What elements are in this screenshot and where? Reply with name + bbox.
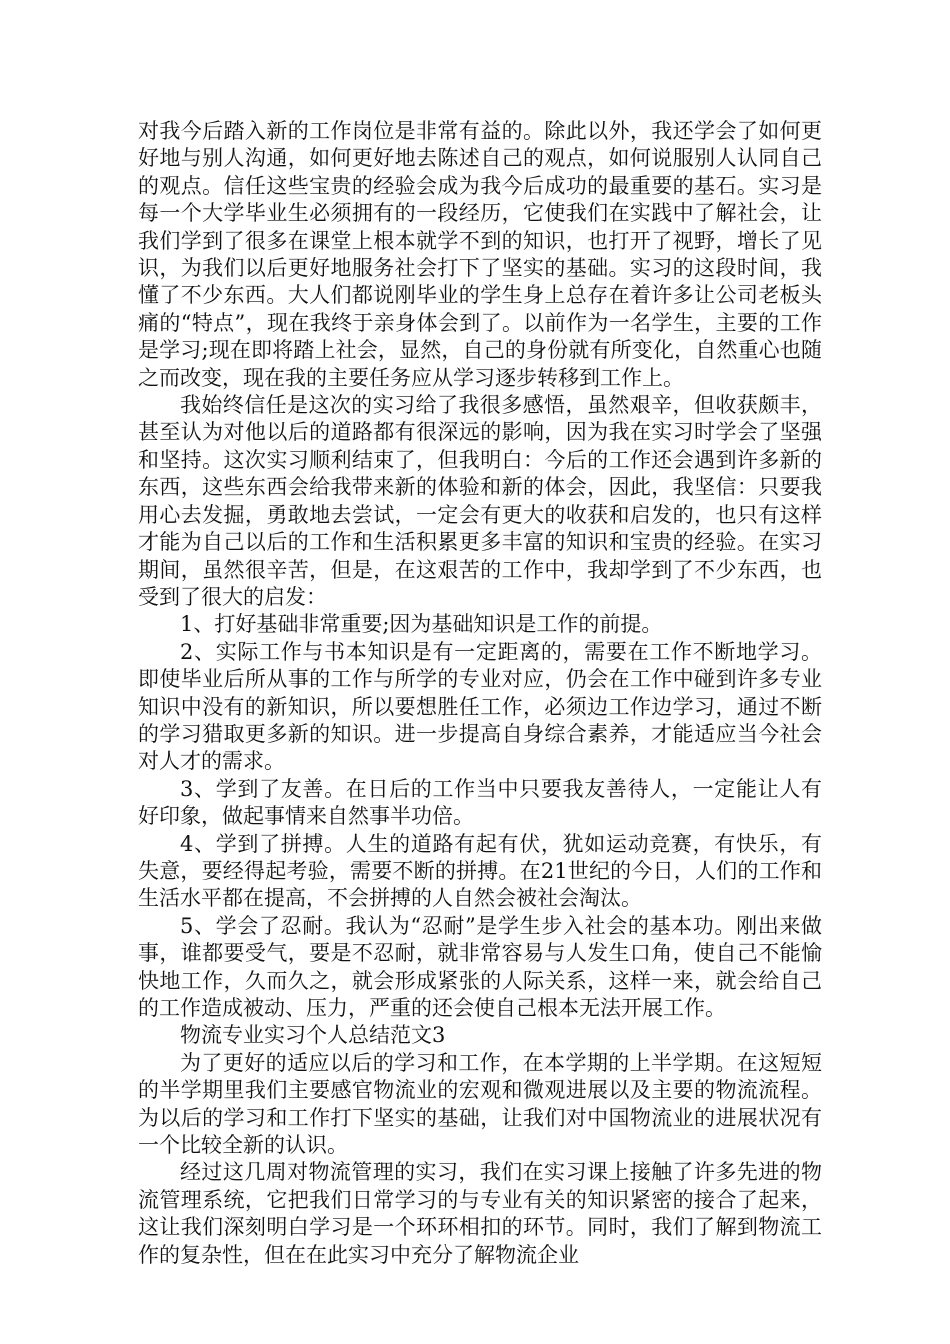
document-page (138, 118, 822, 1269)
list-item-2: 2、实际工作与书本知识是有一定距离的，需要在工作不断地学习。即使毕业后所从事的工作与所学的专业对应，仍会在工作中碰到许多专业知识中没有的新知识，所以要想胜任工作，必须边工作边学习，通过不断的学习猎取更多新的知识。进一步提高自身综合素养，才能适应当今社会对人才的需求。 (138, 639, 822, 774)
paragraph-4: 经过这几周对物流管理的实习，我们在实习课上接触了许多先进的物流管理系统，它把我们日常学习的与专业有关的知识紧密的接合了起来，这让我们深刻明白学习是一个环环相扣的环节。同时，我们了解到物流工作的复杂性，但在在此实习中充分了解物流企业 (138, 1160, 822, 1267)
list-item-4: 4、学到了拼搏。人生的道路有起有伏，犹如运动竞赛，有快乐，有失意，要经得起考验，需要不断的拼搏。在21世纪的今日，人们的工作和生活水平都在提高，不会拼搏的人自然会被社会淘汰。 (138, 831, 822, 911)
list-item-1: 1、打好基础非常重要;因为基础知识是工作的前提。 (180, 612, 663, 637)
paragraph-2: 我始终信任是这次的实习给了我很多感悟，虽然艰辛，但收获颇丰，甚至认为对他以后的道路都有很深远的影响，因为我在实习时学会了坚强和坚持。这次实习顺利结束了，但我明白：今后的工作还会遇到许多新的东西，这些东西会给我带来新的体验和新的体会，因此，我坚信：只要我用心去发掘，勇敢地去尝试，一定会有更大的收获和启发的，也只有这样才能为自己以后的工作和生活积累更多丰富的知识和宝贵的经验。在实习期间，虽然很辛苦，但是，在这艰苦的工作中，我却学到了不少东西，也受到了很大的启发： (138, 393, 822, 609)
paragraph-1: 对我今后踏入新的工作岗位是非常有益的。除此以外，我还学会了如何更好地与别人沟通，如何更好地去陈述自己的观点，如何说服别人认同自己的观点。信任这些宝贵的经验会成为我今后成功的最重要的基石。实习是每一个大学毕业生必须拥有的一段经历，它使我们在实践中了解社会，让我们学到了很多在课堂上根本就学不到的知识，也打开了视野，增长了见识，为我们以后更好地服务社会打下了坚实的基础。实习的这段时间，我懂了不少东西。大人们都说刚毕业的学生身上总存在着许多让公司老板头痛的“特点”，现在我终于亲身体会到了。以前作为一名学生，主要的工作是学习;现在即将踏上社会，显然，自己的身份就有所变化，自然重心也随之而改变，现在我的主要任务应从学习逐步转移到工作上。 (138, 119, 822, 390)
list-item-3: 3、学到了友善。在日后的工作当中只要我友善待人，一定能让人有好印象，做起事情来自然事半功倍。 (138, 776, 822, 829)
paragraph-3: 为了更好的适应以后的学习和工作，在本学期的上半学期。在这短短的半学期里我们主要感官物流业的宏观和微观进展以及主要的物流流程。为以后的学习和工作打下坚实的基础，让我们对中国物流业的进展状况有一个比较全新的认识。 (138, 1050, 822, 1158)
list-item-5: 5、学会了忍耐。我认为“忍耐”是学生步入社会的基本功。刚出来做事，谁都要受气，要是不忍耐，就非常容易与人发生口角，使自己不能愉快地工作，久而久之，就会形成紧张的人际关系，这样一来，就会给自己的工作造成被动、压力，严重的还会使自己根本无法开展工作。 (138, 913, 822, 1020)
section-heading: 物流专业实习个人总结范文3 (180, 1023, 446, 1048)
